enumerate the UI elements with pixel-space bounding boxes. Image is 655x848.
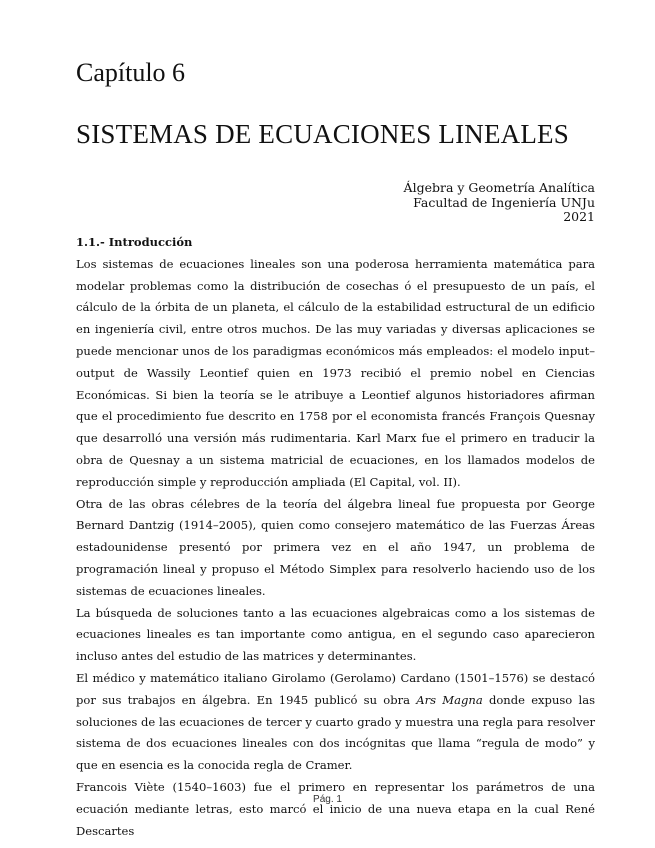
paragraph-1: Los sistemas de ecuaciones lineales son una poderosa herramienta matemática para modelar problemas como la distribución de cosechas ó el presupuesto de un país, el cálculo de la órbita de un planeta, el cálculo de la estabilidad estructural de un edificio en ingeniería civil, entre otros muchos. De las muy variadas y diversas aplicaciones se puede mencionar unos de los paradigmas económicos más empleados: el modelo input–output de Wassily Leontief quien en 1973 recibió el premio nobel en Ciencias Económicas. Si bien la teoría se le atribuye a Leontief algunos historiadores afirman que el procedimiento fue descrito en 1758 por el economista francés François Quesnay que desarrolló una versión más rudimentaria. Karl Marx fue el primero en traducir la obra de Quesnay a un sistema matricial de ecuaciones, en los llamados modelos de reproducción simple y reproducción ampliada (El Capital, vol. II). — [76, 256, 595, 489]
section-heading: 1.1.- Introducción — [76, 235, 193, 249]
paragraph-2: Otra de las obras célebres de la teoría del álgebra lineal fue propuesta por George Bernard Dantzig (1914–2005), quien como consejero matemático de las Fuerzas Áreas estadounidense presentó por primera vez en el año 1947, un problema de programación lineal y propuso el Método Simplex para resolverlo haciendo uso de los sistemas de ecuaciones lineales. — [76, 496, 595, 598]
chapter-title: SISTEMAS DE ECUACIONES LINEALES — [76, 119, 569, 149]
chapter-heading: Capítulo 6 — [76, 58, 186, 87]
paragraph-4 — [76, 668, 595, 777]
paragraph-3: La búsqueda de soluciones tanto a las ecuaciones algebraicas como a los sistemas de ecuaciones lineales es tan importante como antigua, en el segundo caso aparecieron incluso antes del estudio de las matrices y determinantes. — [76, 605, 595, 664]
paragraph-4-end: donde expuso las soluciones de las ecuaciones de tercer y cuarto grado y muestra una regla para resolver sistema de dos ecuaciones lineales con dos incógnitas que llama “regula de modo” y que en esencia es la conocida regla de Cramer. — [76, 692, 596, 773]
paragraph-5: Francois Viète (1540–1603) fue el primero en representar los parámetros de una ecuación mediante letras, esto marcó el inicio de una nueva etapa en la cual René Descartes — [76, 779, 595, 838]
paragraph-4-start: El médico y matemático italiano Girolamo (Gerolamo) Cardano (1501–1576) se destacó por sus trabajos en álgebra. En 1945 publicó su obra — [76, 670, 595, 707]
year: 2021 — [563, 209, 595, 224]
book-title: Ars Magna — [416, 692, 483, 707]
faculty-name: Facultad de Ingeniería UNJu — [413, 194, 595, 210]
course-name: Álgebra y Geometría Analítica — [403, 180, 595, 195]
page-number: Pág. 1 — [313, 794, 342, 805]
body-text — [76, 232, 595, 842]
affiliation-block — [404, 181, 595, 225]
